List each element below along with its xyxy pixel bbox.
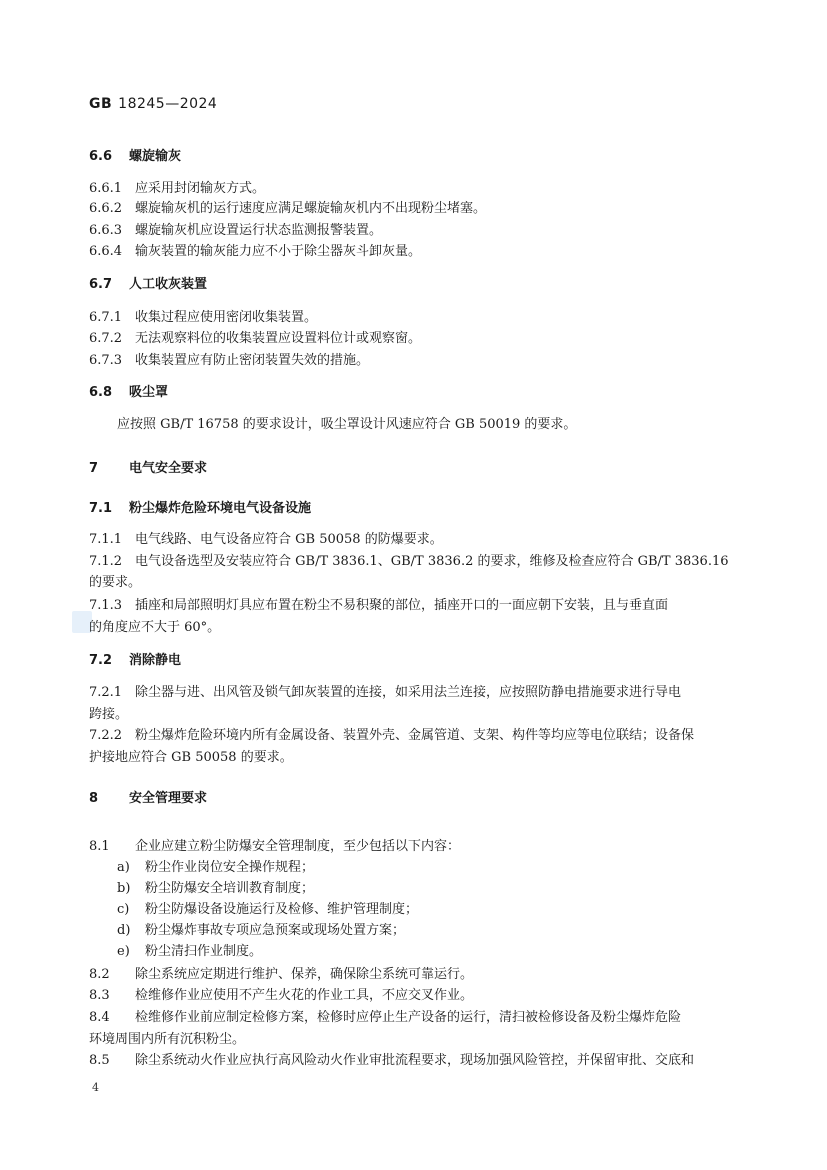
list-item-text: 粉尘防爆安全培训教育制度；	[145, 881, 315, 896]
clause-number: 7.2.2	[89, 728, 123, 743]
clause-text: 检维修作业应使用不产生火花的作业工具，不应交叉作业。	[135, 988, 474, 1003]
clause-line	[89, 1052, 694, 1070]
clause-number: 8.5	[89, 1053, 110, 1068]
clause-text: 粉尘爆炸危险环境内所有金属设备、装置外壳、金属管道、支架、构件等均应等电位联结；设备保	[135, 728, 695, 743]
list-item-text: 粉尘清扫作业制度。	[145, 944, 263, 959]
section-number: 7.2	[89, 653, 113, 668]
clause-number: 6.6.4	[89, 244, 123, 259]
clause-line	[89, 352, 369, 370]
list-item-text: 粉尘爆炸事故专项应急预案或现场处置方案；	[145, 923, 406, 938]
clause-text: 收集装置应有防止密闭装置失效的措施。	[135, 353, 370, 368]
section-number: 6.7	[89, 277, 113, 292]
list-marker: e)	[117, 944, 130, 959]
clause-text: 电气线路、电气设备应符合 GB 50058 的防爆要求。	[135, 532, 443, 547]
clause-number: 6.6.2	[89, 201, 123, 216]
clause-line	[89, 180, 265, 198]
clause-line	[89, 309, 317, 327]
list-marker: c)	[117, 902, 130, 917]
clause-number: 8.3	[89, 988, 110, 1003]
standard-number: 18245—2024	[118, 96, 218, 112]
list-item-text: 粉尘作业岗位安全操作规程；	[145, 860, 315, 875]
continuation-line: 环境周围内所有沉积粉尘。	[89, 1032, 246, 1047]
clause-line	[89, 727, 694, 745]
section-heading	[89, 384, 168, 402]
clause-number: 7.1.1	[89, 532, 123, 547]
list-marker: b)	[117, 881, 131, 896]
clause-number: 6.7.1	[89, 310, 123, 325]
continuation-line: 的要求。	[89, 575, 142, 590]
list-item	[117, 922, 405, 940]
clause-line	[89, 222, 382, 240]
page-number: 4	[92, 1081, 99, 1094]
section-title: 吸尘罩	[129, 385, 169, 400]
clause-text: 无法观察料位的收集装置应设置料位计或观察窗。	[135, 331, 422, 346]
section-heading	[89, 790, 207, 808]
section-number: 8	[89, 791, 99, 806]
list-marker: a)	[117, 860, 130, 875]
clause-line	[89, 330, 421, 348]
clause-line	[89, 243, 421, 261]
clause-line	[89, 1009, 681, 1027]
standard-header	[89, 96, 217, 112]
section-title: 消除静电	[129, 653, 182, 668]
clause-number: 8.2	[89, 967, 110, 982]
clause-number: 8.1	[89, 839, 110, 854]
continuation-line: 护接地应符合 GB 50058 的要求。	[89, 750, 293, 765]
clause-text: 输灰装置的输灰能力应不小于除尘器灰斗卸灰量。	[135, 244, 422, 259]
clause-text: 电气设备选型及安装应符合 GB/T 3836.1、GB/T 3836.2 的要求，维修及检查应符合 GB/T 3836.16	[135, 554, 729, 569]
clause-text: 收集过程应使用密闭收集装置。	[135, 310, 318, 325]
clause-number: 6.7.3	[89, 353, 123, 368]
clause-text: 检维修作业前应制定检修方案，检修时应停止生产设备的运行，清扫被检修设备及粉尘爆炸危险	[135, 1010, 682, 1025]
clause-number: 6.6.1	[89, 181, 123, 196]
section-number: 6.8	[89, 385, 113, 400]
clause-line	[89, 597, 668, 615]
clause-text: 螺旋输灰机应设置运行状态监测报警装置。	[135, 223, 383, 238]
clause-number: 7.1.3	[89, 598, 123, 613]
clause-line	[89, 966, 473, 984]
clause-text: 除尘系统动火作业应执行高风险动火作业审批流程要求，现场加强风险管控，并保留审批、交底和	[135, 1053, 695, 1068]
section-title: 电气安全要求	[129, 461, 208, 476]
clause-number: 6.7.2	[89, 331, 123, 346]
clause-number: 7.2.1	[89, 685, 123, 700]
section-heading	[89, 500, 311, 518]
clause-line	[89, 200, 486, 218]
section-number: 6.6	[89, 149, 113, 164]
section-heading	[89, 276, 207, 294]
clause-line	[89, 838, 460, 856]
clause-number: 8.4	[89, 1010, 110, 1025]
section-number: 7.1	[89, 501, 113, 516]
clause-line	[89, 987, 473, 1005]
section-heading	[89, 460, 207, 478]
clause-number: 7.1.2	[89, 554, 123, 569]
standard-prefix: GB	[89, 96, 113, 112]
section-title: 人工收灰装置	[129, 277, 208, 292]
section-heading	[89, 148, 181, 166]
clause-text: 插座和局部照明灯具应布置在粉尘不易积聚的部位，插座开口的一面应朝下安装，且与垂直面	[135, 598, 669, 613]
list-item	[117, 901, 418, 919]
section-heading	[89, 652, 181, 670]
clause-text: 除尘系统应定期进行维护、保养，确保除尘系统可靠运行。	[135, 967, 474, 982]
clause-line	[89, 553, 729, 571]
list-item-text: 粉尘防爆设备设施运行及检修、维护管理制度；	[145, 902, 419, 917]
continuation-line: 跨接。	[89, 707, 129, 722]
clause-text: 应采用封闭输灰方式。	[135, 181, 266, 196]
section-title: 安全管理要求	[129, 791, 208, 806]
continuation-line: 的角度应不大于 60°。	[89, 620, 221, 635]
section-number: 7	[89, 461, 99, 476]
clause-text: 企业应建立粉尘防爆安全管理制度，至少包括以下内容：	[135, 839, 461, 854]
section-title: 粉尘爆炸危险环境电气设备设施	[129, 501, 312, 516]
clause-number: 6.6.3	[89, 223, 123, 238]
paragraph: 应按照 GB/T 16758 的要求设计，吸尘罩设计风速应符合 GB 50019 的要求。	[117, 417, 577, 432]
list-marker: d)	[117, 923, 131, 938]
clause-text: 除尘器与进、出风管及锁气卸灰装置的连接，如采用法兰连接，应按照防静电措施要求进行导电	[135, 685, 682, 700]
list-item	[117, 943, 262, 961]
clause-text: 螺旋输灰机的运行速度应满足螺旋输灰机内不出现粉尘堵塞。	[135, 201, 487, 216]
clause-line	[89, 531, 443, 549]
section-title: 螺旋输灰	[129, 149, 182, 164]
list-item	[117, 859, 314, 877]
clause-line	[89, 684, 681, 702]
list-item	[117, 880, 314, 898]
